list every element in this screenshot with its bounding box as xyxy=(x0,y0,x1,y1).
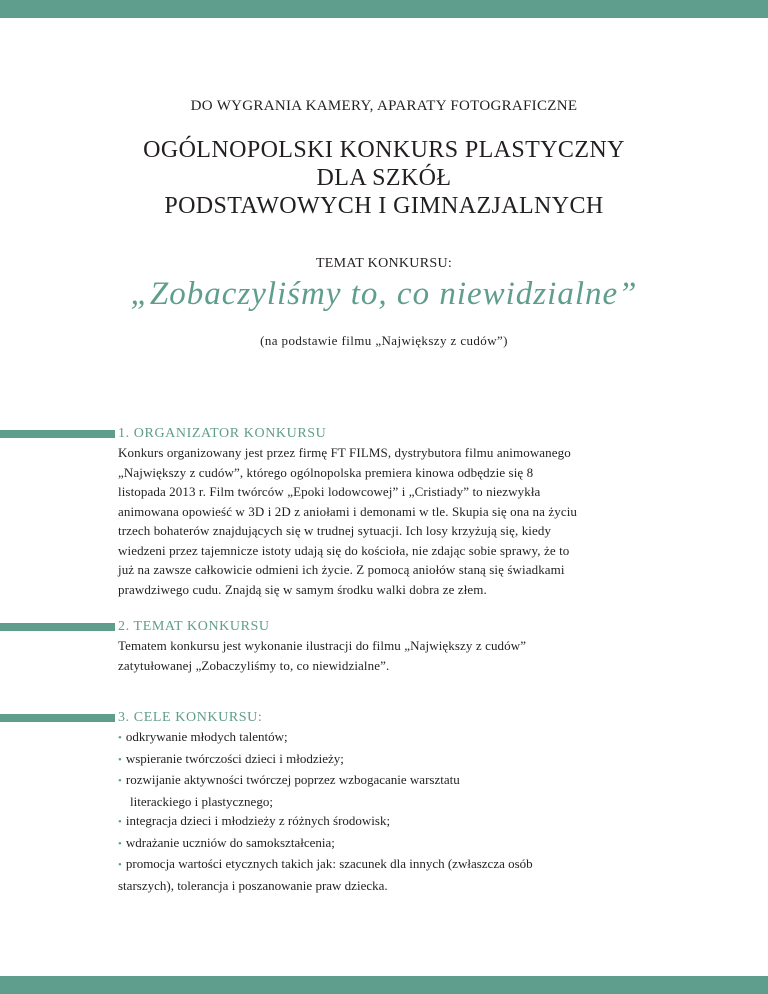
title-line: DLA SZKÓŁ xyxy=(316,165,452,191)
section-body xyxy=(118,636,658,675)
section-organizer xyxy=(118,425,658,599)
list-item-text: integracja dzieci i młodzieży z różnych środowisk; xyxy=(125,813,391,828)
list-item-text: rozwijanie aktywności twórczej poprzez wzbogacanie warsztatu xyxy=(125,772,460,787)
body-line: zatytułowanej „Zobaczyliśmy to, co niewidzialne”. xyxy=(118,657,390,673)
bottom-band xyxy=(0,976,768,994)
list-item xyxy=(118,854,658,876)
body-line: już na zawsze całkowicie odmieni ich życie. Z pomocą aniołów staną się świadkami xyxy=(118,562,565,577)
theme-note: (na podstawie filmu „Największy z cudów”) xyxy=(260,333,508,348)
bullet-icon: • xyxy=(118,816,122,828)
list-item-continuation xyxy=(118,792,658,812)
body-line: listopada 2013 r. Film twórców „Epoki lodowcowej” i „Cristiady” to niezwykła xyxy=(118,484,541,499)
goals-list xyxy=(118,727,658,895)
body-line: Tematem konkursu jest wykonanie ilustracji do filmu „Największy z cudów” xyxy=(118,638,527,653)
section-marker xyxy=(0,430,115,438)
section-marker xyxy=(0,714,115,722)
page-title xyxy=(0,136,768,220)
bullet-icon: • xyxy=(118,775,122,787)
list-item-text: odkrywanie młodych talentów; xyxy=(125,729,288,744)
body-line: trzech bohaterów znajdujących się w trudnej sytuacji. Ich losy krzyżują się, kiedy xyxy=(118,523,552,538)
bullet-icon: • xyxy=(118,753,122,766)
body-line: wiedzeni przez tajemnicze istoty udają się do kościoła, nie zdając sobie sprawy, że to xyxy=(118,542,570,558)
title-line: PODSTAWOWYCH I GIMNAZJALNYCH xyxy=(164,193,604,219)
section-marker xyxy=(0,623,115,631)
section-theme xyxy=(118,618,658,675)
list-item-text: wdrażanie uczniów do samokształcenia; xyxy=(125,834,335,850)
bullet-icon: • xyxy=(118,859,122,871)
body-line: Konkurs organizowany jest przez firmę FT FILMS, dystrybutora filmu animowanego xyxy=(118,445,571,460)
section-title: 2. TEMAT KONKURSU xyxy=(118,619,270,634)
theme-title: „Zobaczyliśmy to, co niewidzialne” xyxy=(130,276,638,312)
title-line: OGÓLNOPOLSKI KONKURS PLASTYCZNY xyxy=(143,137,625,163)
body-line: prawdziwego cudu. Znajdą się w samym środku walki dobra ze złem. xyxy=(118,581,487,597)
top-band xyxy=(0,0,768,18)
section-body xyxy=(118,443,658,599)
list-item xyxy=(118,770,658,792)
bullet-icon: • xyxy=(118,732,122,744)
body-line: animowana opowieść w 3D i 2D z aniołami i demonami w tle. Skupia się ona na życiu xyxy=(118,503,578,519)
theme-label: TEMAT KONKURSU: xyxy=(315,256,453,271)
section-title: 1. ORGANIZATOR KONKURSU xyxy=(118,426,327,441)
prize-line: DO WYGRANIA KAMERY, APARATY FOTOGRAFICZNE xyxy=(190,98,578,114)
list-item-text: promocja wartości etycznych takich jak: szacunek dla innych (zwłaszcza osób xyxy=(125,856,533,871)
section-goals xyxy=(118,709,658,895)
list-item xyxy=(118,811,658,833)
list-item-text: starszych), tolerancja i poszanowanie praw dziecka. xyxy=(118,877,388,893)
list-item-continuation xyxy=(118,876,658,896)
body-line: „Największy z cudów”, którego ogólnopolska premiera kinowa odbędzie się 8 xyxy=(118,464,534,480)
section-title: 3. CELE KONKURSU: xyxy=(118,710,263,725)
bullet-icon: • xyxy=(118,837,122,850)
list-item xyxy=(118,833,658,855)
list-item xyxy=(118,749,658,771)
list-item xyxy=(118,727,658,749)
list-item-text: literackiego i plastycznego; xyxy=(130,793,273,809)
list-item-text: wspieranie twórczości dzieci i młodzieży; xyxy=(125,750,344,766)
